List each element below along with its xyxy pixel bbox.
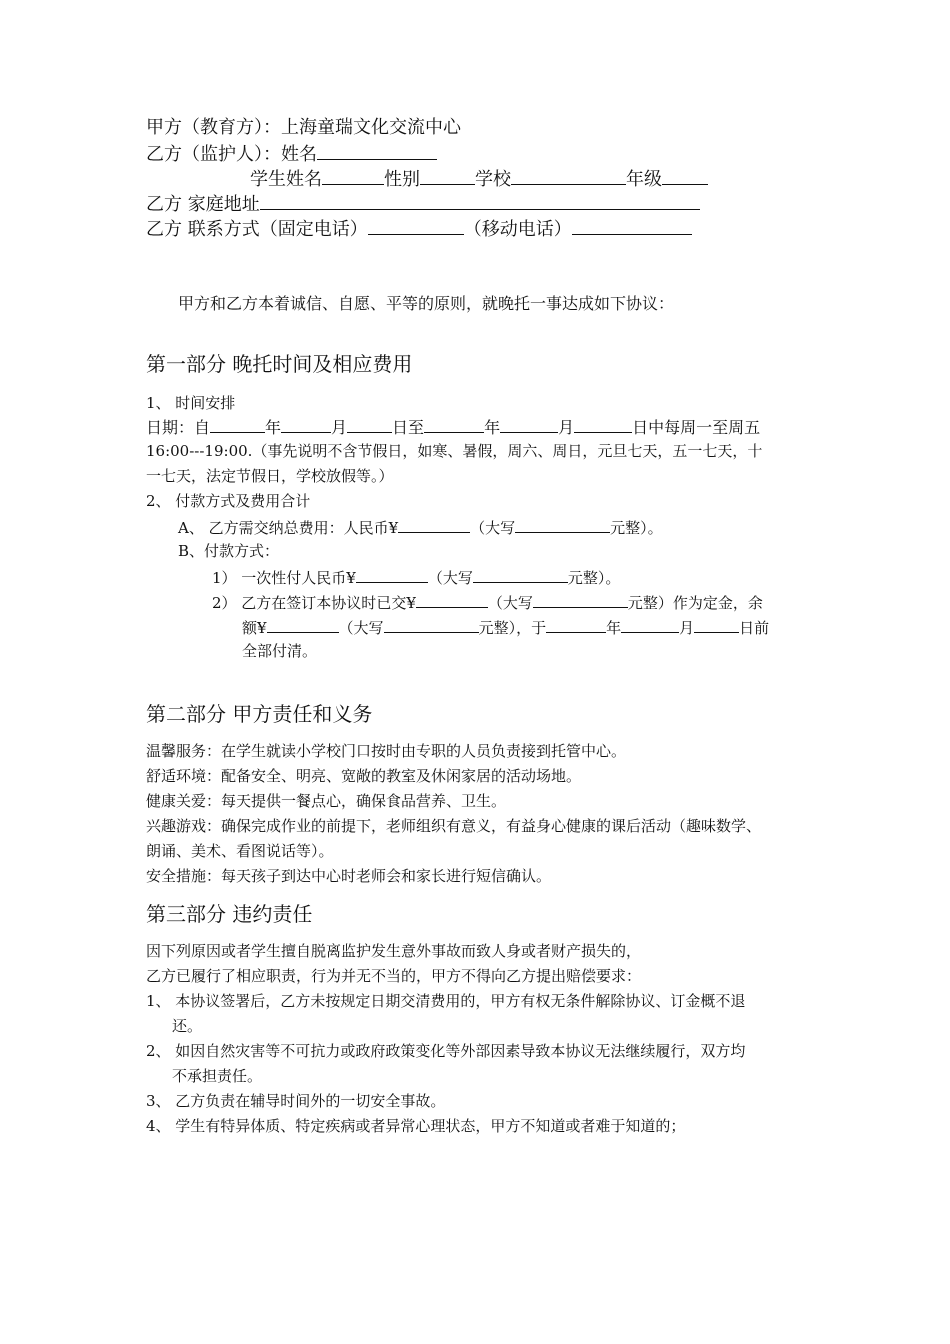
end-year-blank[interactable]	[424, 416, 484, 433]
student-name-blank[interactable]	[322, 168, 384, 185]
party-b-line: 乙方（监护人）：姓名	[146, 143, 437, 165]
school-blank[interactable]	[511, 168, 626, 185]
start-day-blank[interactable]	[347, 416, 392, 433]
end-day-blank[interactable]	[574, 416, 632, 433]
gender-blank[interactable]	[420, 168, 475, 185]
part3-paragraph-2: 乙方已履行了相应职责，行为并无不当的，甲方不得向乙方提出赔偿要求：	[146, 967, 642, 985]
part3-item-2: 2、 如因自然灾害等不可抗力或政府政策变化等外部因素导致本协议无法继续履行，双方均	[146, 1042, 746, 1060]
payment-method-label: B、付款方式：	[178, 542, 280, 560]
payment-option-2-line-2: 额¥ （大写 元整），于 年 月 日前	[242, 616, 769, 638]
part3-item-3: 3、 乙方负责在辅导时间外的一切安全事故。	[146, 1092, 446, 1110]
due-year-blank[interactable]	[546, 616, 606, 633]
payment-total-line: A、 乙方需交纳总费用：人民币¥ （大写 元整）。	[178, 516, 663, 538]
part2-item: 安全措施：每天孩子到达中心时老师会和家长进行短信确认。	[146, 867, 552, 885]
deposit-words-blank[interactable]	[533, 591, 628, 608]
part3-title: 第三部分 违约责任	[146, 902, 313, 926]
time-note-line-2: 一七天，法定节假日，学校放假等。）	[146, 467, 394, 485]
part2-item: 舒适环境：配备安全、明亮、宽敞的教室及休闲家居的活动场地。	[146, 767, 582, 785]
address-blank[interactable]	[260, 193, 700, 210]
time-note-line-1: 16:00---19:00.（事先说明不含节假日，如寒、暑假，周六、周日，元旦七天，五一七天，十	[146, 442, 763, 460]
part3-item-1-cont: 还。	[172, 1017, 203, 1035]
student-info-line: 学生姓名 性别 学校 年级	[250, 168, 708, 190]
total-fee-words-blank[interactable]	[515, 516, 610, 533]
part2-item: 健康关爱：每天提供一餐点心，确保食品营养、卫生。	[146, 792, 507, 810]
total-fee-blank[interactable]	[398, 516, 470, 533]
balance-blank[interactable]	[267, 616, 339, 633]
part2-item: 朗诵、美术、看图说话等）。	[146, 842, 334, 860]
part3-item-4: 4、 学生有特异体质、特定疾病或者异常心理状态，甲方不知道或者难于知道的；	[146, 1117, 686, 1135]
part3-item-1: 1、 本协议签署后，乙方未按规定日期交清费用的，甲方有权无条件解除协议、订金概不退	[146, 992, 746, 1010]
grade-blank[interactable]	[662, 168, 708, 185]
part3-paragraph-1: 因下列原因或者学生擅自脱离监护发生意外事故而致人身或者财产损失的，	[146, 942, 642, 960]
part3-item-2-cont: 不承担责任。	[172, 1067, 263, 1085]
part1-section-2: 2、 付款方式及费用合计	[146, 492, 311, 510]
payment-option-2-line-3: 全部付清。	[242, 642, 318, 660]
balance-words-blank[interactable]	[384, 616, 479, 633]
part1-title: 第一部分 晚托时间及相应费用	[146, 352, 413, 376]
end-month-blank[interactable]	[500, 416, 558, 433]
part2-item: 兴趣游戏：确保完成作业的前提下，老师组织有意义，有益身心健康的课后活动（趣味数学、	[146, 817, 762, 835]
fixed-phone-blank[interactable]	[368, 218, 464, 235]
guardian-name-blank[interactable]	[317, 143, 437, 160]
lump-sum-blank[interactable]	[356, 566, 428, 583]
deposit-blank[interactable]	[416, 591, 488, 608]
address-line: 乙方 家庭地址	[146, 193, 700, 215]
payment-option-2: 2） 乙方在签订本协议时已交¥ （大写 元整）作为定金，余	[212, 591, 763, 613]
start-year-blank[interactable]	[210, 416, 265, 433]
due-day-blank[interactable]	[694, 616, 739, 633]
contact-line: 乙方 联系方式（固定电话） （移动电话）	[146, 218, 692, 240]
intro-paragraph: 甲方和乙方本着诚信、自愿、平等的原则，就晚托一事达成如下协议：	[178, 294, 675, 313]
part2-title: 第二部分 甲方责任和义务	[146, 702, 373, 726]
due-month-blank[interactable]	[621, 616, 679, 633]
start-month-blank[interactable]	[281, 416, 331, 433]
date-line: 日期：自 年 月 日至 年 月 日中每周一至周五	[146, 418, 761, 437]
mobile-phone-blank[interactable]	[572, 218, 692, 235]
payment-option-1: 1） 一次性付人民币¥ （大写 元整）。	[212, 566, 620, 588]
part1-section-1: 1、 时间安排	[146, 394, 236, 412]
part2-item: 温馨服务：在学生就读小学校门口按时由专职的人员负责接到托管中心。	[146, 742, 627, 760]
lump-sum-words-blank[interactable]	[473, 566, 568, 583]
party-a-line: 甲方（教育方）：上海童瑞文化交流中心	[146, 117, 461, 138]
